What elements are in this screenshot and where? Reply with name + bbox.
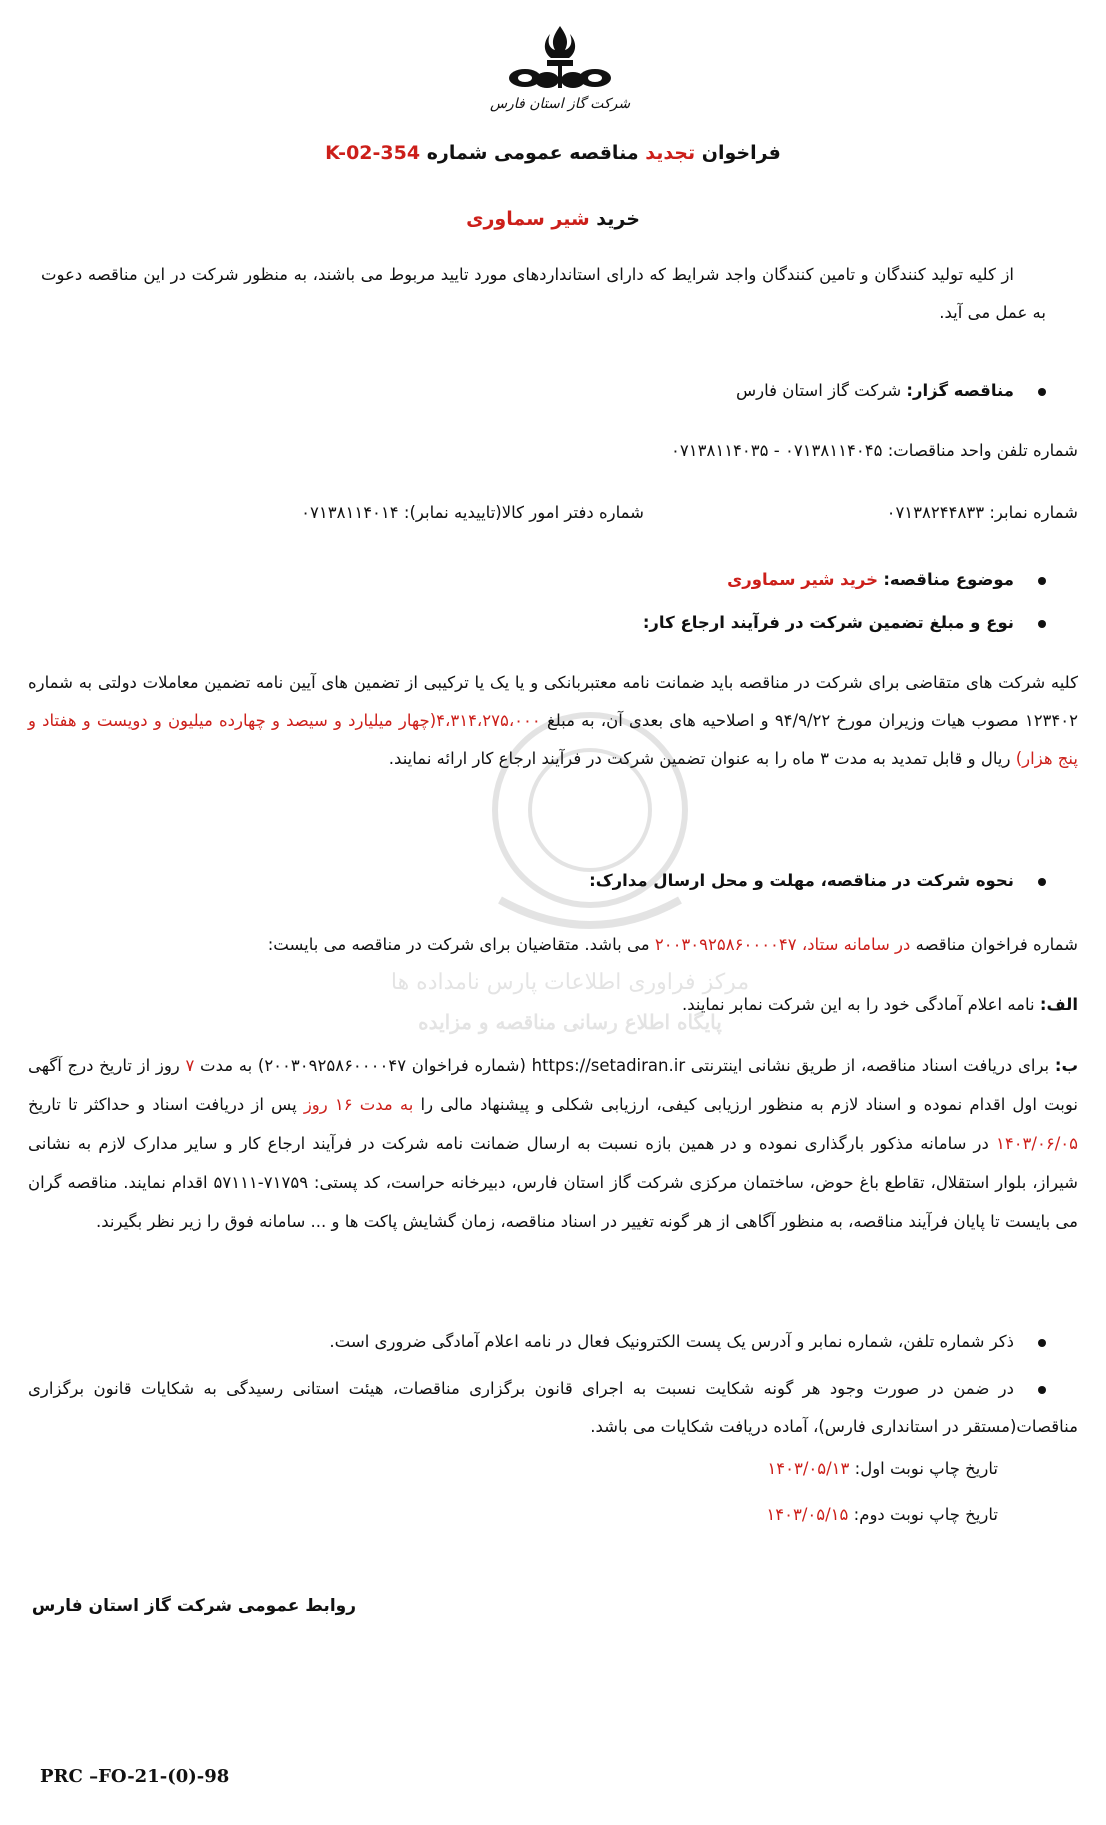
print-date-first [767, 1454, 998, 1484]
guarantee-paragraph [28, 664, 1078, 778]
guarantee-text-2: ریال و قابل تمدید به مدت ۳ ماه را به عنوان تضمین شرکت در فرآیند ارجاع کار ارائه نمایند. [388, 749, 1011, 768]
title-mid: مناقصه عمومی شماره [426, 142, 639, 164]
print-date-first-value: ۱۴۰۳/۰۵/۱۳ [767, 1459, 850, 1478]
phone-label: شماره تلفن واحد مناقصات: [887, 441, 1078, 460]
phone-value: ۰۷۱۳۸۱۱۴۰۴۵ - ۰۷۱۳۸۱۱۴۰۳۵ [671, 441, 883, 460]
participation-heading: نحوه شرکت در مناقصه، مهلت و محل ارسال مدارک: [589, 871, 1014, 890]
be-text-1: برای دریافت اسناد مناقصه، از طریق نشانی اینترنتی [690, 1056, 1050, 1075]
subject-label: موضوع مناقصه: [883, 570, 1014, 589]
organizer-label: مناقصه گزار: [906, 381, 1014, 400]
subject-value: خرید شیر سماوری [727, 570, 879, 589]
guarantee-text-1: کلیه شرکت های متقاضی برای شرکت در مناقصه باید ضمانت نامه معتبربانکی و یا یک یا ترکیبی از تضمین های آیین نامه تضمین معاملات دولتی به شماره ۱۲۳۴۰۲ مصوب هیات وزیران مورخ ۹۴/۹/۲۲ و اصلاحیه های بعدی آن، به مبلغ [28, 673, 1079, 730]
setad-text-2: می باشد. متقاضیان برای شرکت در مناقصه می بایست: [267, 935, 650, 954]
document-code: PRC –FO-21-(0)-98 [40, 1766, 230, 1787]
be-days-2: به مدت ۱۶ روز [303, 1095, 414, 1114]
phone-line [671, 436, 1078, 466]
bullet-icon [1038, 878, 1046, 886]
alef-label: الف: [1039, 995, 1078, 1014]
note-2-text: در ضمن در صورت وجود هر گونه شکایت نسبت به اجرای قانون برگزاری مناقصات، هیئت استانی رسیدگی به شکایات قانون برگزاری مناقصات(مستقر در استانداری فارس)، آماده دریافت شکایات می باشد. [28, 1379, 1078, 1436]
setad-text-1: شماره فراخوان مناقصه [915, 935, 1078, 954]
be-deadline-date: ۱۴۰۳/۰۶/۰۵ [995, 1134, 1078, 1153]
subject-line [727, 565, 1046, 595]
note-2 [28, 1370, 1078, 1446]
be-text-5: در سامانه مذکور بارگذاری نموده و در همین بازه نسبت به ارسال ضمانت نامه شرکت در فرآیند ارجاع کار و سایر مدارک لازم به نشانی شیراز، بلوار استقلال، تقاطع باغ حوض، ساختمان مرکزی شرکت گاز استان فارس، دبیرخانه حراست، کد پستی: ۷۱۷۵۹-۵۷۱۱۱ اقدام نمایند. مناقصه گران می بایست تا پایان فرآیند مناقصه، به منظور آگاهی از هر گونه تغییر در اسناد مناقصه، زمان گشایش پاکت ها و ... سامانه فوق را زیر نظر بگیرند. [28, 1134, 1078, 1231]
bullet-icon [1038, 577, 1046, 585]
setad-number: در سامانه ستاد، ۲۰۰۳۰۹۲۵۸۶۰۰۰۰۴۷ [654, 935, 911, 954]
fax-label: شماره نمابر: [989, 503, 1078, 522]
bullet-icon [1038, 620, 1046, 628]
be-text-4: پس از دریافت اسناد و حداکثر تا تاریخ [28, 1095, 297, 1114]
bullet-icon [1038, 1339, 1046, 1347]
note-1-text: ذکر شماره تلفن، شماره نمابر و آدرس یک پست الکترونیک فعال در نامه اعلام آمادگی ضروری است. [329, 1332, 1014, 1351]
guarantee-heading-line [643, 608, 1046, 638]
goods-office-line [301, 498, 644, 528]
subtitle-prefix: خرید [596, 208, 640, 230]
participation-heading-line [589, 866, 1046, 896]
goods-office-value: ۰۷۱۳۸۱۱۴۰۱۴ [301, 503, 399, 522]
print-date-second-value: ۱۴۰۳/۰۵/۱۵ [766, 1505, 849, 1524]
signature: روابط عمومی شرکت گاز استان فارس [31, 1596, 356, 1616]
print-date-first-label: تاریخ چاپ نوبت اول: [854, 1459, 998, 1478]
title-renew: تجدید [645, 142, 696, 164]
organizer-value: شرکت گاز استان فارس [736, 381, 902, 400]
alef-text: نامه اعلام آمادگی خود را به این شرکت نمابر نمایند. [681, 995, 1035, 1014]
subtitle-item: شیر سماوری [466, 208, 590, 230]
fax-line [887, 498, 1078, 528]
be-days-1: ۷ [185, 1056, 195, 1075]
organizer-line [736, 376, 1046, 406]
guarantee-heading: نوع و مبلغ تضمین شرکت در فرآیند ارجاع کار: [642, 613, 1014, 632]
watermark-line-1: مرکز فراوری اطلاعات پارس نامداده ها [390, 970, 750, 995]
be-paragraph [28, 1046, 1078, 1241]
setad-url-link[interactable]: https://setadiran.ir [531, 1056, 686, 1075]
alef-line [682, 990, 1078, 1020]
page-subtitle [0, 208, 1106, 230]
watermark-line-2: پایگاه اطلاع رسانی مناقصه و مزایده [418, 1010, 722, 1034]
bullet-icon [1038, 1386, 1046, 1394]
print-date-second [766, 1500, 998, 1530]
print-date-second-label: تاریخ چاپ نوبت دوم: [853, 1505, 998, 1524]
bullet-icon [1038, 388, 1046, 396]
be-text-3: روز از تاریخ درج آگهی نوبت اول اقدام نموده و اسناد لازم به منظور ارزیابی کیفی، ارزیابی شکلی و پیشنهاد مالی را [28, 1056, 1079, 1114]
page-title [0, 142, 1106, 164]
company-logo [480, 20, 640, 130]
gas-flame-icon [495, 20, 625, 100]
intro-paragraph: از کلیه تولید کنندگان و تامین کنندگان واجد شرایط که دارای استانداردهای مورد تایید مربوط می باشند، به منظور شرکت در این مناقصه دعوت به عمل می آید. [41, 265, 1046, 322]
note-1 [36, 1324, 1046, 1360]
title-prefix: فراخوان [701, 142, 781, 164]
goods-office-label: شماره دفتر امور کالا(تاییدیه نمابر): [403, 503, 644, 522]
setad-line [268, 930, 1078, 960]
be-text-2: (شماره فراخوان ۲۰۰۳۰۹۲۵۸۶۰۰۰۰۴۷) به مدت [200, 1056, 526, 1075]
fax-value: ۰۷۱۳۸۲۴۴۸۳۳ [886, 503, 985, 522]
tender-number: K-02-354 [325, 142, 421, 164]
be-label: ب: [1054, 1056, 1079, 1075]
logo-caption: شرکت گاز استان فارس [489, 96, 631, 112]
guarantee-amount: ۴،۳۱۴،۲۷۵،۰۰۰(چهار میلیارد و سیصد و چهارده میلیون و دویست و هفتاد و پنج هزار) [28, 711, 1078, 768]
